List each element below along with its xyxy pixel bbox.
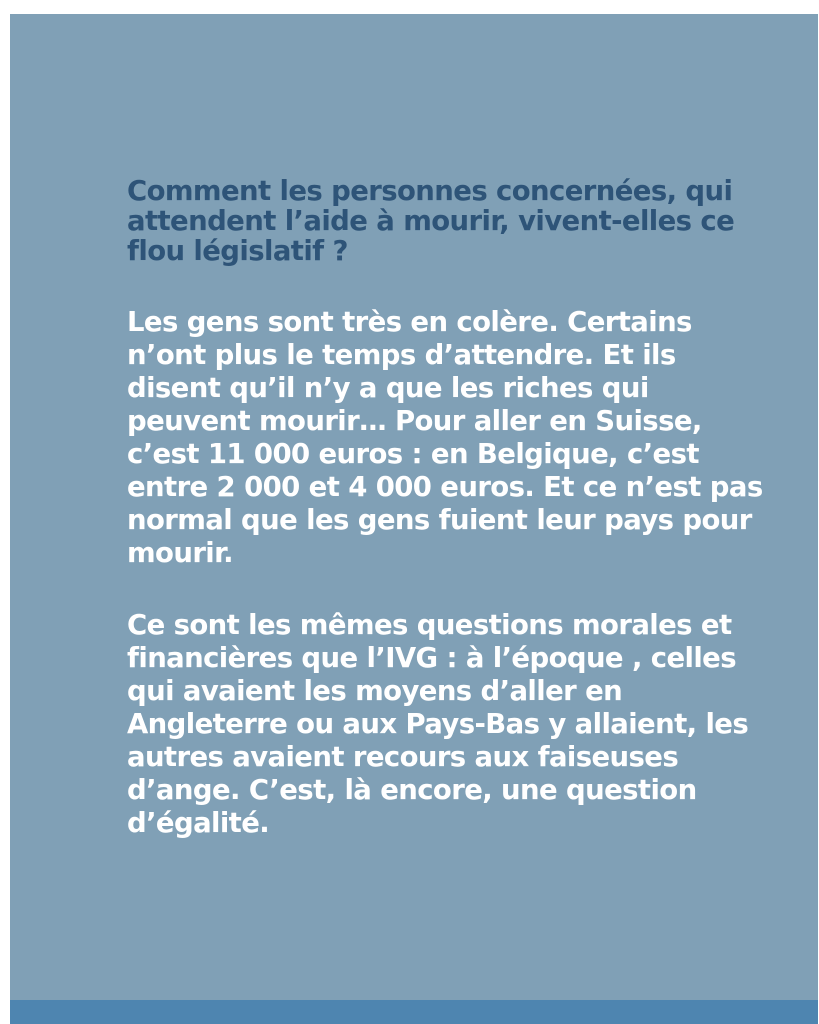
interview-question: Comment les personnes concernées, qui attendent l’aide à mourir, vivent-elles ce flou législatif ?	[127, 175, 735, 267]
bottom-bar	[10, 1000, 818, 1024]
answer-paragraph-1: Les gens sont très en colère. Certains n’ont plus le temps d’attendre. Et ils disent qu’il n’y a que les riches qui peuvent mourir… Pour aller en Suisse, c’est 11 000 euros : en Belgique, c’est entre 2 000 et 4 000 euros. Et ce n’est pas normal que les gens fuient leur pays pour mourir.	[127, 306, 763, 569]
article-content	[127, 176, 767, 840]
answer-paragraph-2: Ce sont les mêmes questions morales et financières que l’IVG : à l’époque , celles qui avaient les moyens d’aller en Angleterre ou aux Pays-Bas y allaient, les autres avaient recours aux faiseuses d’ange. C’est, là encore, une question d’égalité.	[127, 609, 749, 839]
